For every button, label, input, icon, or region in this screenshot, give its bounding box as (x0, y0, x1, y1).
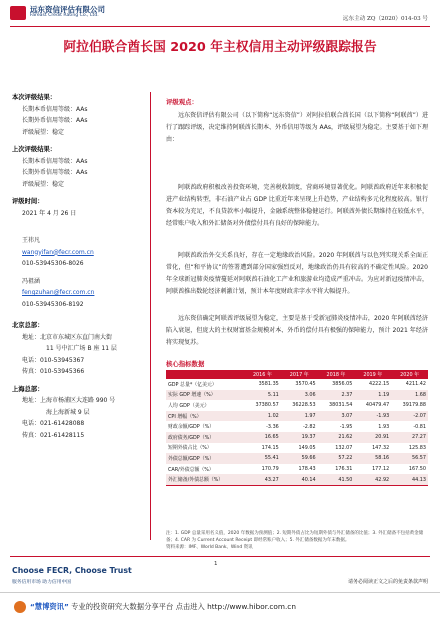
table-cell: 5.11 (244, 390, 281, 401)
table-cell: 44.13 (391, 474, 428, 485)
shanghai-address: 地址：上海市杨浦区大连路 990 号 (22, 397, 116, 404)
rating-date-heading: 评级时间： (12, 198, 44, 205)
beijing-office (12, 320, 147, 378)
table-row (166, 443, 428, 454)
table-cell: 125.83 (408, 444, 426, 451)
table-cell: 1.68 (391, 390, 428, 401)
summary-paragraph-1 (166, 110, 428, 146)
table-cell: 147.32 (372, 444, 390, 451)
beijing-heading: 北京总部： (12, 322, 44, 329)
table-cell: -0.81 (413, 423, 426, 430)
paragraph-text: 阿联酋政治外交关系良好，存在一定地缘政治风险。2020 年阿联酋与以色列实现关系全面正常化，但“和平协议”的签署遭到部分国家强烈反对，地缘政治仍具有较高的不确定性风险。2020 年全球新冠肺炎疫情蔓延对阿联酋石油化工产业和旅游业均造成严重冲击。为应对新冠疫情冲击，阿联酋推出数轮经济刺激计划，预计本年度财政赤字水平将大幅提升。 (166, 252, 428, 295)
shanghai-office (12, 384, 147, 442)
table-row (166, 453, 428, 464)
column-header: 2020 年 (391, 370, 428, 379)
table-cell: -2.07 (391, 411, 428, 422)
hibor-logo-icon (14, 601, 26, 613)
row-label: CAR/外债总额（%） (168, 466, 214, 473)
beijing-tel: 电话：010-53945367 (22, 356, 85, 364)
row-label: 实际 GDP 增速（%） (166, 390, 244, 401)
table-cell: 16.65 (244, 432, 281, 443)
rating-date-section (12, 196, 147, 219)
table-cell: 3581.35 (258, 381, 279, 388)
table-cell: 58.16 (354, 453, 391, 464)
table-cell: 170.79 (261, 466, 279, 473)
table-cell: 39179.88 (402, 402, 426, 409)
table-cell: 37380.57 (255, 402, 279, 409)
previous-rating-section (12, 144, 147, 190)
header-divider (10, 26, 430, 27)
analyst-phone: 010-53945306-8026 (22, 260, 84, 267)
table-cell: 27.27 (391, 432, 428, 443)
table-row (166, 474, 428, 485)
table-cell: 1.97 (281, 411, 318, 422)
table-notes (166, 530, 428, 551)
analyst-phone: 010-53945306-8192 (22, 300, 84, 308)
report-title: 阿拉伯联合酋长国 2020 年主权信用主动评级跟踪报告 (63, 40, 377, 55)
row-label: 人均 GDP（美元） (168, 402, 210, 409)
previous-foreign-rating: 长期外币信用等级：AAs (22, 169, 88, 176)
table-cell: 132.07 (335, 444, 353, 451)
logo-mark-icon (10, 6, 26, 20)
table-cell: 1.19 (354, 390, 391, 401)
watermark-brand: “慧博资讯” (30, 602, 69, 611)
row-label: 外债总额/GDP（%） (166, 453, 244, 464)
analyst-name: 冯祖涵 (22, 277, 41, 285)
table-cell: 1.93 (378, 423, 390, 430)
watermark-slogan: 专业的投资研究大数据分享平台 (71, 602, 174, 611)
column-divider (150, 92, 151, 540)
table-cell: 36228.53 (292, 402, 316, 409)
table-cell: 41.50 (318, 474, 355, 485)
beijing-fax: 传真：010-53945366 (22, 368, 85, 375)
beijing-address-line2: 11 号中汇广场 B 座 11 层 (46, 345, 117, 352)
previous-rating-heading: 上次评级结果： (12, 146, 57, 153)
previous-outlook: 评级展望：稳定 (22, 180, 65, 188)
table-cell: -3.36 (266, 423, 279, 430)
current-rating-heading: 本次评级结果： (12, 94, 57, 101)
table-cell: 56.57 (391, 453, 428, 464)
watermark-banner[interactable] (0, 592, 440, 621)
summary-paragraph-2 (166, 182, 428, 230)
rating-sidebar (12, 92, 147, 447)
summary-heading: 评级观点： (166, 98, 198, 106)
row-label: GDP 总量*（亿美元） (168, 381, 217, 388)
note-text: 注：1. GDP 总量采用名义值，2020 年数据为预测值；2. 短期外债占比为短期外债与外汇储备的比值；3. 外汇储备不包括黄金储备；4. CAR 为 Current Account Receipt 即经常账户收入；5. 外汇储备数据为年末数据。 (166, 531, 424, 543)
paragraph-text: 阿联酋政府积极改善投资环境，完善税收制度，营商环境显著优化。阿联酋政府近年来积极促进产业结构转型，非石油产业占 GDP 比重近年来呈现上升趋势，产业结构多元化程度较高。银行资本较为充足，不良贷款率小幅提升，金融系统整体稳健运行。阿联酋外债长期维持在较低水平，经常账户收入和外汇储备对外债偿付具有良好的保障能力。 (166, 184, 428, 227)
footer-divider (10, 556, 430, 557)
column-header: 2018 年 (318, 370, 355, 379)
table-cell: 40479.47 (365, 402, 390, 409)
current-outlook: 评级展望：稳定 (22, 128, 65, 136)
analyst-2 (12, 276, 147, 311)
column-header: 2016 年 (244, 370, 281, 379)
analyst-1 (12, 235, 147, 270)
shanghai-address-line2: 海上海新城 9 层 (46, 408, 90, 416)
beijing-address: 地址：北京市东城区东直门南大街 (22, 333, 113, 341)
table-body (166, 379, 428, 485)
row-label: 政府债务/GDP（%） (166, 432, 244, 443)
column-header: 2019 年 (354, 370, 391, 379)
table-cell: 3570.45 (295, 381, 316, 388)
previous-local-rating: 长期本币信用等级：AAs (22, 157, 88, 165)
paragraph-text: 远东资信评估有限公司（以下简称“远东资信”）对阿拉伯联合酋长国（以下简称“阿联酋”）进行了跟踪评级，决定维持阿联酋长期本、外币信用等级为 AAs，评级展望为稳定。主要基于如下理由： (166, 112, 428, 143)
table-cell: 4211.42 (405, 381, 426, 388)
shanghai-fax: 传真：021-61428115 (22, 431, 85, 439)
table-row (166, 379, 428, 390)
column-header: 2017 年 (281, 370, 318, 379)
current-foreign-rating: 长期外币信用等级：AAs (22, 117, 88, 124)
indicator-table-heading: 核心指标数据 (166, 360, 205, 368)
watermark-text[interactable] (30, 602, 296, 612)
logo-chinese-name: 远东资信评估有限公司 (30, 5, 105, 14)
current-rating-section (12, 92, 147, 138)
summary-paragraph-3 (166, 250, 428, 298)
analyst-email-link[interactable]: fengzuhan@fecr.com.cn (22, 289, 95, 296)
shanghai-heading: 上海总部： (12, 385, 44, 393)
table-cell: 42.92 (354, 474, 391, 485)
table-cell: 38031.54 (329, 402, 353, 409)
table-cell: 149.05 (298, 444, 316, 451)
table-cell: 40.14 (281, 474, 318, 485)
rating-date-value: 2021 年 4 月 26 日 (22, 209, 77, 217)
slogan-chinese: 服务信用市场 助力信用中国 (12, 580, 72, 585)
table-cell: 3.06 (281, 390, 318, 401)
table-cell: -1.93 (354, 411, 391, 422)
table-cell: 176.31 (335, 466, 353, 473)
row-label: CPI 增幅（%） (166, 411, 244, 422)
table-cell: 21.62 (318, 432, 355, 443)
table-cell: 178.43 (298, 466, 316, 473)
page-number: 1 (214, 561, 218, 567)
column-header (166, 370, 244, 379)
table-row (166, 411, 428, 422)
table-cell: 177.12 (372, 466, 390, 473)
table-cell: -1.95 (339, 423, 353, 430)
table-cell: 59.66 (281, 453, 318, 464)
current-local-rating: 长期本币信用等级：AAs (22, 105, 88, 113)
table-cell: 174.15 (261, 444, 279, 451)
paragraph-text: 远东资信确定阿联酋评级展望为稳定，主要是基于受新冠肺炎疫情冲击，2020 年阿联酋经济陷入衰退，但庞大的主权财富基金规模对本、外币的偿付具有极强的保障能力，预计 2021 年经济将实现复苏。 (166, 315, 428, 346)
document-number: 远东主动 ZQ（2020）014-03 号 (342, 16, 428, 22)
row-label: 外汇储备/外债总额（%） (166, 474, 244, 485)
table-cell: 3.07 (318, 411, 355, 422)
indicator-table (166, 370, 428, 486)
table-row (166, 421, 428, 432)
disclaimer-text: 请务必阅读正文之后的免责条款声明 (347, 579, 428, 585)
table-cell: 57.22 (318, 453, 355, 464)
table-cell: 1.02 (244, 411, 281, 422)
table-row (166, 390, 428, 401)
table-cell: 2.37 (318, 390, 355, 401)
table-cell: 20.91 (354, 432, 391, 443)
table-row (166, 400, 428, 411)
shanghai-tel: 电话：021-61428088 (22, 420, 85, 427)
row-label: 短期外债占比（%） (168, 445, 212, 452)
analyst-name: 王祎凡 (22, 237, 41, 244)
summary-paragraph-4 (166, 313, 428, 349)
table-cell: 43.27 (244, 474, 281, 485)
watermark-url[interactable]: 点击进入 http://www.hibor.com.cn (175, 602, 296, 611)
table-cell: 4222.15 (368, 381, 390, 388)
logo-english-name: Fareast Credit Rating Co., Ltd. (30, 13, 99, 18)
table-cell: 167.50 (408, 466, 426, 473)
source-text: 资料来源：IMF、World Bank、Wind 资讯 (166, 545, 253, 550)
analyst-email-link[interactable]: wangyifan@fecr.com.cn (22, 248, 94, 256)
table-cell: -2.82 (302, 423, 316, 430)
slogan-english: Choose FECR, Choose Trust (12, 566, 132, 575)
table-cell: 19.37 (281, 432, 318, 443)
company-logo (10, 4, 150, 22)
row-label: 财政余额/GDP（%） (168, 424, 215, 431)
table-row (166, 464, 428, 475)
table-header-row (166, 370, 428, 379)
table-row (166, 432, 428, 443)
table-cell: 3856.05 (332, 381, 353, 388)
table-cell: 55.41 (244, 453, 281, 464)
